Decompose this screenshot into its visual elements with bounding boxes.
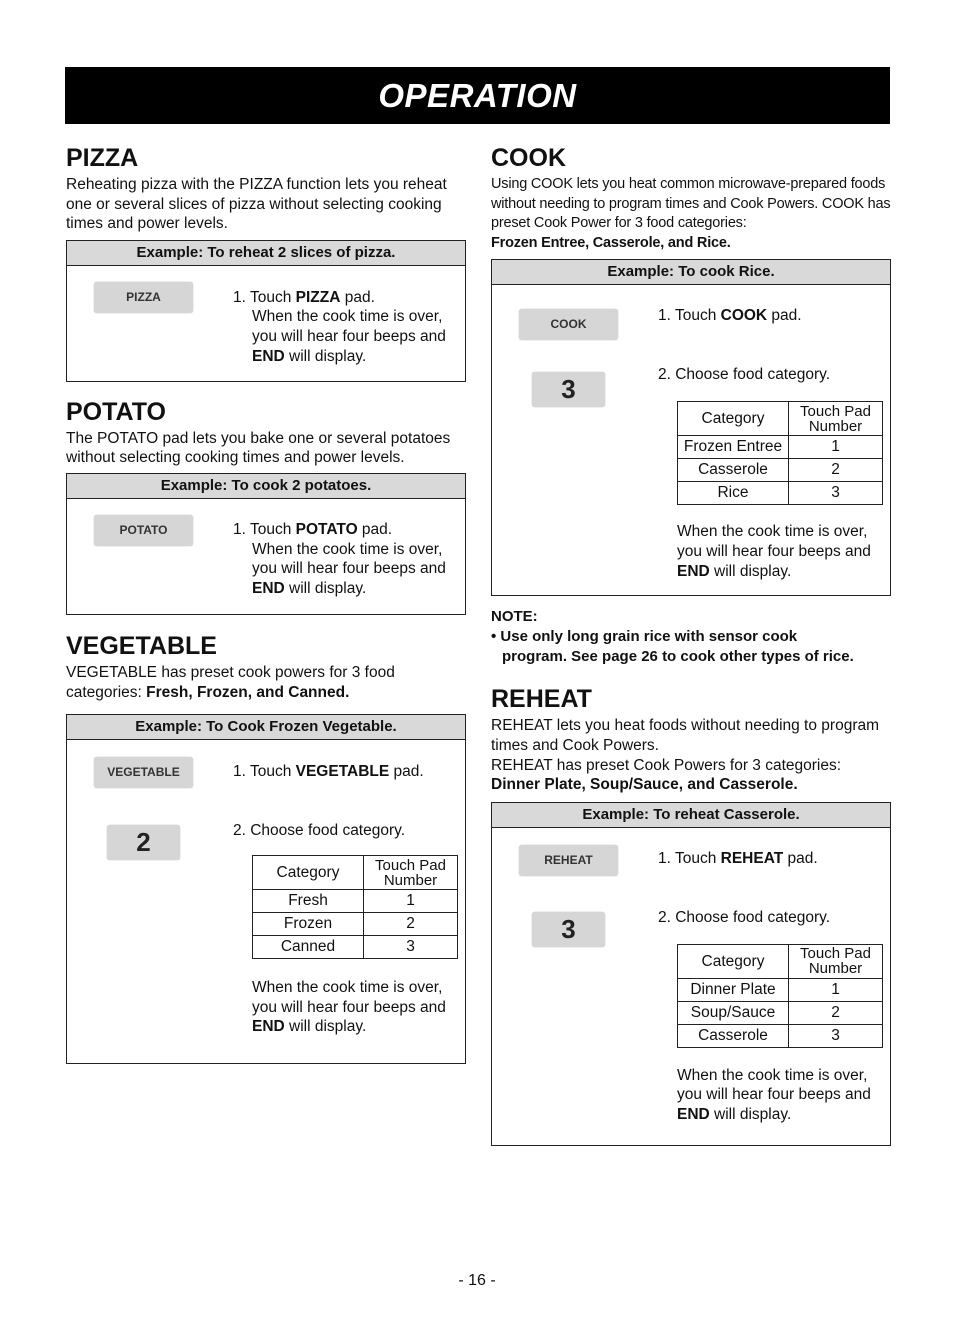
note-line-2: program. See page 26 to cook other types of rice. bbox=[502, 648, 854, 666]
table-cell: 3 bbox=[789, 1024, 883, 1047]
table-cell: Frozen bbox=[253, 913, 364, 936]
cook-description: Using COOK lets you heat common microwave-prepared foods without needing to program times and Cook Powers. COOK has preset Cook Power for 3 food categories: Frozen Entree, Casserole, and Rice. bbox=[491, 176, 891, 251]
reheat-section bbox=[491, 684, 891, 1145]
potato-description: The POTATO pad lets you bake one or several potatoes without selecting cooking times and power levels. bbox=[66, 429, 451, 467]
page-number: - 16 - bbox=[458, 1272, 496, 1289]
cook-pad-button: COOK bbox=[519, 309, 618, 340]
vegetable-pad-button: VEGETABLE bbox=[94, 757, 193, 788]
rice-note bbox=[491, 607, 891, 667]
cook-step-2: 2. Choose food category. bbox=[658, 366, 831, 384]
potato-heading: POTATO bbox=[66, 397, 166, 426]
reheat-heading: REHEAT bbox=[491, 685, 592, 714]
reheat-category-table bbox=[677, 944, 883, 1048]
cook-end-message: When the cook time is over, you will hear four beeps and END will display. bbox=[677, 523, 871, 580]
pizza-description: Reheating pizza with the PIZZA function lets you reheat one or several slices of pizza without selecting cooking times and power levels. bbox=[66, 176, 447, 233]
vegetable-step-1: 1. Touch VEGETABLE pad. bbox=[233, 763, 424, 781]
pizza-heading: PIZZA bbox=[66, 144, 139, 172]
potato-example-box bbox=[66, 473, 466, 615]
note-line-1: • Use only long grain rice with sensor cook bbox=[491, 628, 798, 646]
touch-pad-number-header: Touch Pad Number bbox=[364, 856, 458, 890]
pizza-step-1: 1. Touch PIZZA pad. When the cook time is over, you will hear four beeps and END will display. bbox=[233, 288, 446, 365]
table-cell: Casserole bbox=[678, 459, 789, 482]
page-title: OPERATION bbox=[65, 67, 890, 124]
cook-category-table bbox=[677, 401, 883, 505]
pizza-pad-button: PIZZA bbox=[94, 282, 193, 313]
potato-example-title: Example: To cook 2 potatoes. bbox=[67, 474, 465, 499]
reheat-example-title: Example: To reheat Casserole. bbox=[492, 803, 890, 828]
reheat-end-message: When the cook time is over, you will hear four beeps and END will display. bbox=[677, 1066, 871, 1123]
table-cell: 1 bbox=[789, 978, 883, 1001]
table-cell: Canned bbox=[253, 936, 364, 959]
vegetable-heading: VEGETABLE bbox=[66, 631, 217, 660]
potato-step-1: 1. Touch POTATO pad. When the cook time is over, you will hear four beeps and END will display. bbox=[233, 520, 446, 597]
vegetable-section bbox=[66, 631, 466, 1064]
number-3-pad-button: 3 bbox=[532, 912, 605, 947]
right-column bbox=[491, 143, 891, 1146]
pizza-example-title: Example: To reheat 2 slices of pizza. bbox=[67, 241, 465, 266]
potato-pad-button: POTATO bbox=[94, 515, 193, 546]
reheat-step-2: 2. Choose food category. bbox=[658, 908, 831, 926]
table-cell: 2 bbox=[364, 913, 458, 936]
number-3-pad-button: 3 bbox=[532, 372, 605, 407]
table-cell: Frozen Entree bbox=[678, 436, 789, 459]
category-header: Category bbox=[678, 402, 789, 436]
category-header: Category bbox=[253, 856, 364, 890]
pizza-example-box bbox=[66, 240, 466, 382]
vegetable-example-box bbox=[66, 714, 466, 1064]
category-header: Category bbox=[678, 944, 789, 978]
left-column bbox=[66, 143, 466, 1064]
cook-step-1: 1. Touch COOK pad. bbox=[658, 307, 802, 325]
touch-pad-number-header: Touch Pad Number bbox=[789, 402, 883, 436]
table-cell: 2 bbox=[789, 1001, 883, 1024]
number-2-pad-button: 2 bbox=[107, 825, 180, 860]
potato-section bbox=[66, 397, 466, 615]
vegetable-step-2: 2. Choose food category. bbox=[233, 822, 406, 840]
reheat-pad-button: REHEAT bbox=[519, 845, 618, 876]
reheat-step-1: 1. Touch REHEAT pad. bbox=[658, 849, 818, 867]
cook-example-title: Example: To cook Rice. bbox=[492, 260, 890, 285]
table-cell: Rice bbox=[678, 482, 789, 505]
note-label: NOTE: bbox=[491, 608, 538, 626]
vegetable-category-table bbox=[252, 855, 458, 959]
reheat-description: REHEAT lets you heat foods without needing to program times and Cook Powers. REHEAT has preset Cook Powers for 3 categories: Dinner Plate, Soup/Sauce, and Casserole. bbox=[491, 717, 880, 794]
table-cell: Dinner Plate bbox=[678, 978, 789, 1001]
vegetable-description: VEGETABLE has preset cook powers for 3 food categories: Fresh, Frozen, and Canned. bbox=[66, 663, 395, 701]
cook-example-box bbox=[491, 259, 891, 596]
vegetable-end-message: When the cook time is over, you will hear four beeps and END will display. bbox=[252, 979, 446, 1036]
vegetable-example-title: Example: To Cook Frozen Vegetable. bbox=[67, 715, 465, 740]
table-cell: 3 bbox=[789, 482, 883, 505]
table-cell: 1 bbox=[789, 436, 883, 459]
table-cell: 2 bbox=[789, 459, 883, 482]
cook-heading: COOK bbox=[491, 144, 566, 172]
table-cell: Fresh bbox=[253, 890, 364, 913]
touch-pad-number-header: Touch Pad Number bbox=[789, 944, 883, 978]
table-cell: 1 bbox=[364, 890, 458, 913]
table-cell: Casserole bbox=[678, 1024, 789, 1047]
reheat-example-box bbox=[491, 802, 891, 1146]
cook-section bbox=[491, 143, 891, 596]
pizza-section bbox=[66, 143, 466, 382]
table-cell: 3 bbox=[364, 936, 458, 959]
table-cell: Soup/Sauce bbox=[678, 1001, 789, 1024]
